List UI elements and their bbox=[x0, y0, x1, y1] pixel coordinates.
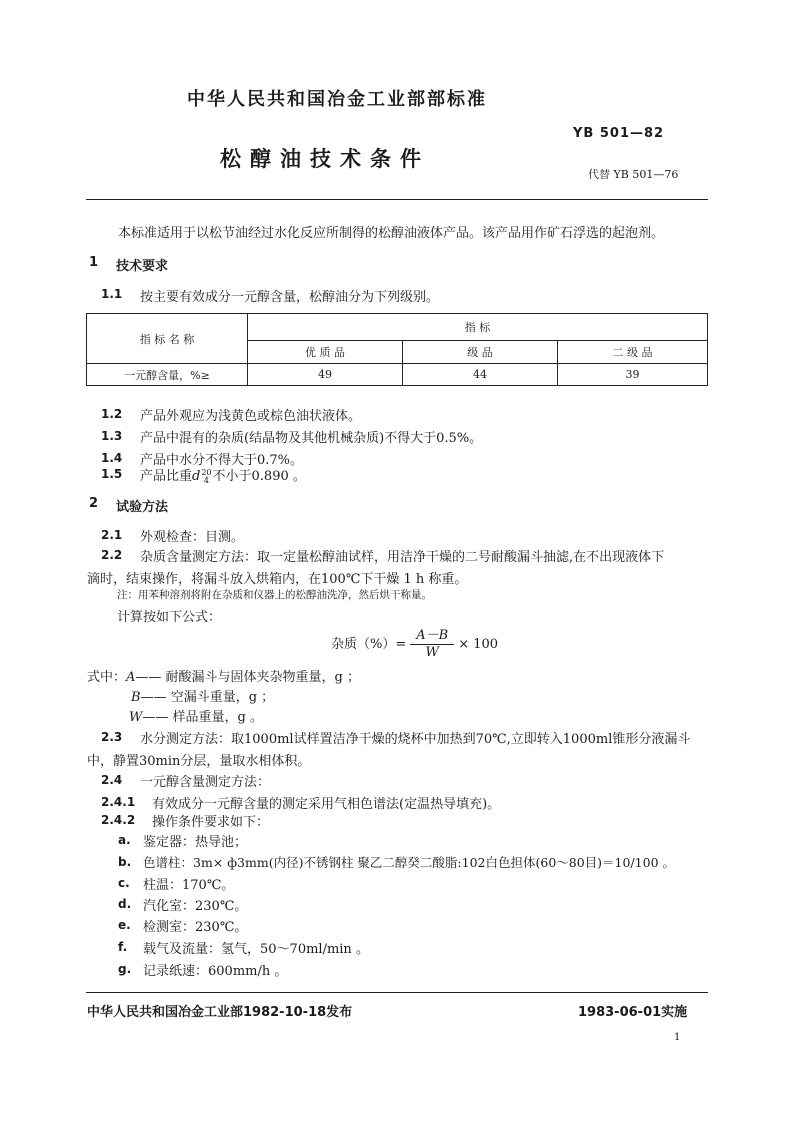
clause-number: 2.4.1 bbox=[101, 795, 136, 809]
table-grade-header: 二 级 品 bbox=[558, 341, 708, 364]
density-symbol: d bbox=[192, 469, 201, 484]
formula-fraction bbox=[410, 628, 454, 661]
standard-code: YB 501—82 bbox=[573, 126, 665, 141]
density-indices bbox=[201, 469, 211, 485]
symbol-a: A bbox=[126, 670, 136, 685]
effective-date: 1983-06-01实施 bbox=[578, 1005, 688, 1020]
clause-text: 一元醇含量测定方法： bbox=[140, 775, 271, 790]
clause-number: 2.2 bbox=[101, 548, 123, 562]
symbol-b: B bbox=[131, 690, 141, 705]
table-grade-header: 级 品 bbox=[403, 341, 558, 364]
clause-text-a: 产品比重 bbox=[140, 469, 193, 484]
section-1-title: 技术要求 bbox=[116, 259, 169, 274]
condition-letter: g. bbox=[118, 962, 132, 976]
condition-letter: d. bbox=[118, 897, 132, 911]
where-prefix: 式中： bbox=[87, 670, 127, 685]
condition-letter: e. bbox=[118, 918, 131, 932]
symbol-b-desc: —— 空漏斗重量，g ； bbox=[140, 690, 275, 705]
calc-intro: 计算按如下公式： bbox=[117, 610, 222, 625]
clause-number: 2.4 bbox=[101, 773, 123, 787]
table-cell: 49 bbox=[248, 364, 403, 386]
symbol-a-desc: —— 耐酸漏斗与固体夹杂物重量，g ； bbox=[135, 670, 360, 685]
ministry-header: 中华人民共和国冶金工业部部标准 bbox=[187, 89, 487, 110]
clause-number: 2.1 bbox=[101, 528, 123, 542]
clause-number: 2.3 bbox=[101, 730, 123, 744]
note-text: 注：用苯种溶剂将附在杂质和仪器上的松醇油洗净，然后烘干称量。 bbox=[117, 589, 432, 601]
table-group-header: 指 标 bbox=[248, 314, 708, 341]
clause-text: 有效成分一元醇含量的测定采用气相色谱法(定温热导填充)。 bbox=[152, 797, 501, 812]
density-sub: 4 bbox=[203, 475, 209, 485]
condition-letter: c. bbox=[118, 876, 130, 890]
condition-text: 鉴定器：热导池； bbox=[143, 835, 248, 850]
condition-text: 柱温：170℃。 bbox=[143, 878, 235, 893]
formula-lhs: 杂质（%）= bbox=[331, 637, 407, 652]
clause-number: 1.3 bbox=[101, 429, 123, 443]
issue-date: 中华人民共和国冶金工业部1982-10-18发布 bbox=[87, 1005, 353, 1020]
clause-number: 1.2 bbox=[101, 407, 123, 421]
where-line bbox=[131, 686, 274, 705]
symbol-w: W bbox=[129, 710, 143, 725]
condition-text: 汽化室：230℃。 bbox=[143, 899, 248, 914]
clause-text: 操作条件要求如下： bbox=[152, 815, 270, 830]
clause-text: 水分测定方法：取1000ml试样置洁净干燥的烧杯中加热到70℃,立即转入1000ml锥形分液漏斗 bbox=[140, 732, 691, 747]
table-row-label: 一元醇含量，%≥ bbox=[87, 364, 248, 386]
intro-paragraph: 本标准适用于以松节油经过水化反应所制得的松醇油液体产品。该产品用作矿石浮选的起泡剂。 bbox=[118, 226, 665, 241]
table-col-header: 指 标 名 称 bbox=[87, 314, 248, 364]
formula-rhs: × 100 bbox=[458, 637, 499, 652]
condition-text: 色谱柱：3m× ф3mm(内径)不锈钢柱 聚乙二醇癸二酸脂:102白色担体(60～80目)＝10/100 。 bbox=[143, 855, 676, 870]
clause-text-b: 不小于0.890 。 bbox=[212, 469, 306, 484]
clause-number: 1.4 bbox=[101, 451, 123, 465]
clause-number: 1.1 bbox=[101, 287, 123, 301]
condition-letter: a. bbox=[118, 833, 131, 847]
symbol-w-desc: —— 样品重量，g 。 bbox=[142, 710, 263, 725]
density-sup: 20 bbox=[201, 467, 212, 477]
clause-number: 1.5 bbox=[101, 467, 123, 481]
document-title: 松醇油技术条件 bbox=[220, 147, 430, 171]
impurity-formula bbox=[331, 628, 498, 661]
clause-text: 产品外观应为浅黄色或棕色油状液体。 bbox=[140, 409, 362, 424]
clause-text bbox=[140, 465, 306, 485]
clause-text: 中，静置30min分层，量取水相体积。 bbox=[87, 754, 311, 769]
condition-text: 载气及流量：氢气，50～70ml/min 。 bbox=[143, 942, 369, 957]
formula-numerator: A－B bbox=[410, 628, 454, 645]
clause-number: 2.4.2 bbox=[101, 813, 136, 827]
clause-text: 产品中水分不得大于0.7%。 bbox=[140, 453, 304, 468]
where-line bbox=[87, 666, 360, 685]
condition-letter: b. bbox=[118, 855, 132, 869]
table-cell: 39 bbox=[558, 364, 708, 386]
table-cell: 44 bbox=[403, 364, 558, 386]
formula-denominator: W bbox=[425, 645, 439, 660]
table-grade-header: 优 质 品 bbox=[248, 341, 403, 364]
grade-table bbox=[86, 313, 708, 386]
section-2-title: 试验方法 bbox=[116, 500, 169, 515]
condition-text: 记录纸速：600mm/h 。 bbox=[143, 964, 288, 979]
page-number: 1 bbox=[674, 1032, 681, 1043]
clause-text: 产品中混有的杂质(结晶物及其他机械杂质)不得大于0.5%。 bbox=[140, 431, 483, 446]
condition-text: 检测室：230℃。 bbox=[143, 920, 248, 935]
footer-divider bbox=[86, 992, 708, 993]
where-line bbox=[129, 706, 263, 725]
clause-text: 外观检查：目测。 bbox=[140, 530, 245, 545]
header-divider bbox=[86, 199, 708, 200]
clause-text: 按主要有效成分一元醇含量，松醇油分为下列级别。 bbox=[140, 290, 440, 305]
replaces-note: 代替 YB 501—76 bbox=[588, 168, 679, 181]
clause-text: 滴时，结束操作，将漏斗放入烘箱内，在100℃下干燥 1 h 称重。 bbox=[87, 572, 468, 587]
section-2-number: 2 bbox=[89, 496, 99, 511]
section-1-number: 1 bbox=[89, 255, 99, 270]
clause-text: 杂质含量测定方法：取一定量松醇油试样，用洁净干燥的二号耐酸漏斗抽滤,在不出现液体下 bbox=[140, 550, 665, 565]
condition-letter: f. bbox=[118, 940, 128, 954]
